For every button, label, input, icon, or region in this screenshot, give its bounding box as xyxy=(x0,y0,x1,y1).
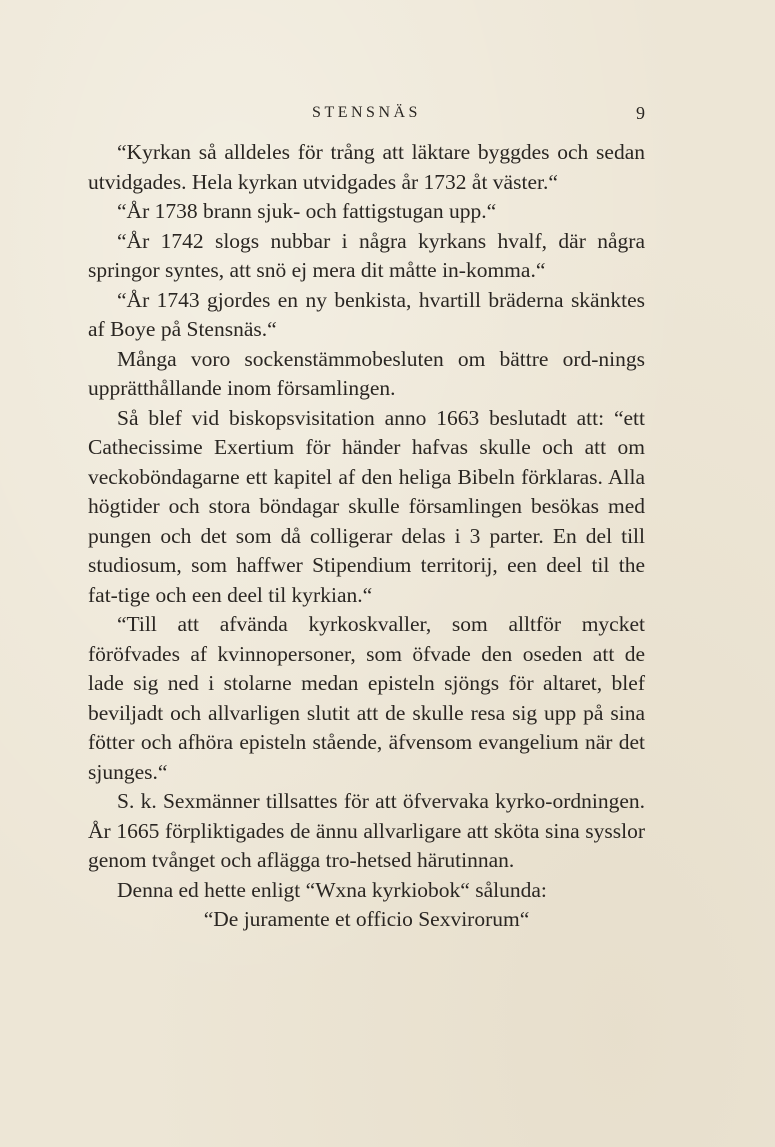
paragraph-visitation-1663: Så blef vid biskopsvisitation anno 1663 beslutadt att: “ett Cathecissime Exertium för händer hafvas skulle och att om veckoböndagarne ett kapitel af den heliga Bibeln förklaras. Alla högtider och stora böndagar skulle församlingen besökas med pungen och det som då colligerar delas i 3 parter. En del till studiosum, som haffwer Stipendium territorij, een deel til the fat-tige och een deel til kyrkian.“ xyxy=(88,405,645,607)
body-text xyxy=(88,138,645,935)
paragraph-1738: “År 1738 brann sjuk- och fattigstugan upp.“ xyxy=(117,199,497,223)
paragraph-ed: Denna ed hette enligt “Wxna kyrkiobok“ sålunda: xyxy=(117,877,547,902)
paragraph-sexmanner: S. k. Sexmänner tillsattes för att öfvervaka kyrko-ordningen. År 1665 förpliktigades de ännu allvarligare att sköta sina sysslor genom tvånget och aflägga tro-hetsed härutinnan. xyxy=(88,789,645,872)
paragraph-kyrkoskvaller: “Till att afvända kyrkoskvaller, som alltför mycket föröfvades af kvinnopersoner, som öfvade den oseden att de lade sig ned i stolarne medan episteln sjöngs för altaret, blef beviljadt och allvarligen slutit att de skulle resa sig upp på sina fötter och afhöra episteln stående, äfvensom evangelium när det sjunges.“ xyxy=(88,612,645,784)
paragraph-1743: “År 1743 gjordes en ny benkista, hvartill bräderna skänktes af Boye på Stensnäs.“ xyxy=(88,287,645,341)
paragraph-kyrkan: “Kyrkan så alldeles för trång att läktare byggdes och sedan utvidgades. Hela kyrkan utvidgades år 1732 åt väster.“ xyxy=(88,140,645,194)
page-number: 9 xyxy=(636,103,645,123)
paragraph-juramente-heading: “De juramente et officio Sexvirorum“ xyxy=(203,907,530,931)
page-header xyxy=(88,100,645,126)
paragraph-sockenstamma: Många voro sockenstämmobesluten om bättre ord-nings upprätthållande inom församlingen. xyxy=(88,346,645,400)
running-title: STENSNÄS xyxy=(312,104,421,121)
paragraph-1742: “År 1742 slogs nubbar i några kyrkans hvalf, där några springor syntes, att snö ej mera dit måtte in-komma.“ xyxy=(88,228,645,282)
